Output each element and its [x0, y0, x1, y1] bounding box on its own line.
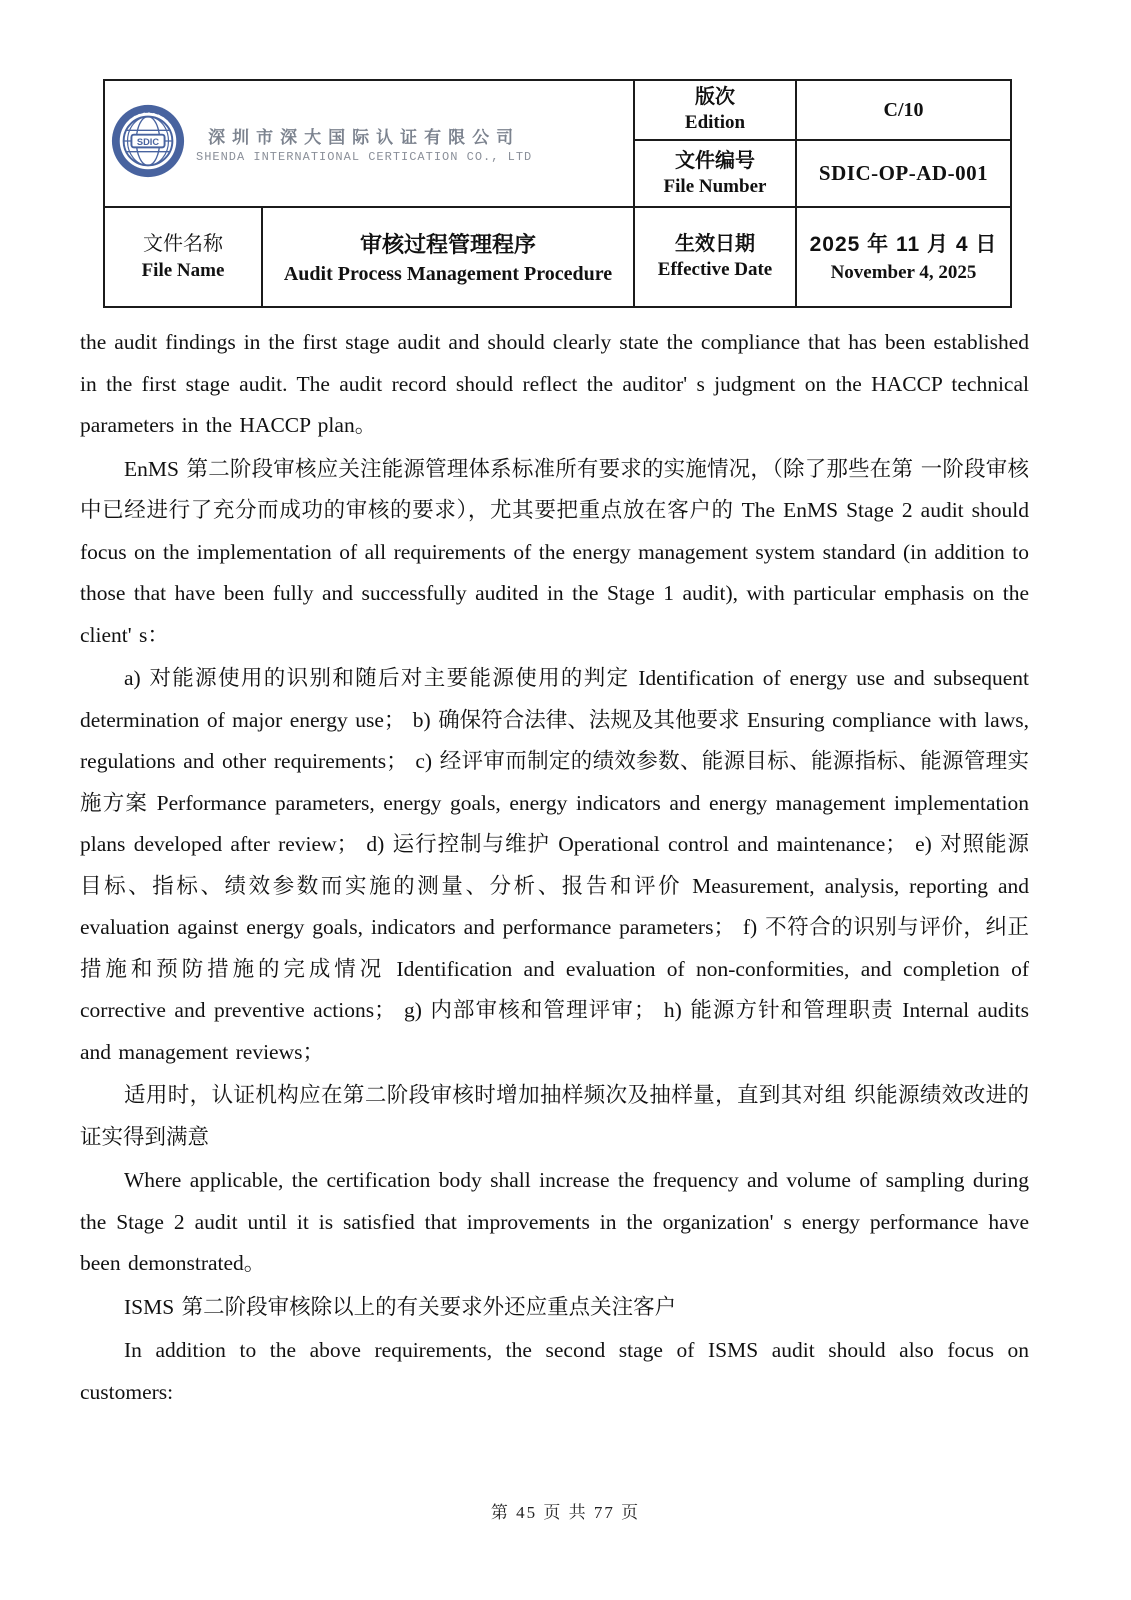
file-number-label-cn: 文件编号	[675, 149, 755, 172]
document-title-cell	[262, 207, 634, 307]
paragraph: the audit findings in the first stage audit and should clearly state the compliance that has been established in the first stage audit. The audit record should reflect the auditor' s judgment on the HACCP technical parameters in the HACCP plan。	[80, 330, 1029, 437]
svg-text:SDIC: SDIC	[136, 136, 160, 147]
paragraph: 适用时，认证机构应在第二阶段审核时增加抽样频次及抽样量，直到其对组 织能源绩效改进的证实得到满意	[80, 1083, 1029, 1149]
edition-label-en: Edition	[684, 112, 746, 134]
company-logo-icon	[109, 102, 187, 185]
company-name-cn: 深圳市深大国际认证有限公司	[208, 128, 521, 147]
file-number-label-cell	[634, 140, 796, 207]
document-header-table	[103, 79, 1012, 308]
paragraph: In addition to the above requirements, the second stage of ISMS audit should also focus on customers:	[80, 1338, 1029, 1404]
file-number-label-en: File Number	[663, 175, 767, 197]
file-name-label-cn: 文件名称	[143, 233, 223, 256]
company-logo-cell	[104, 80, 634, 207]
document-body	[0, 322, 1131, 1415]
file-number-value-cell	[796, 140, 1011, 207]
company-name-en: SHENDA INTERNATIONAL CERTICATION CO., LTD	[196, 150, 533, 164]
edition-value: C/10	[883, 98, 924, 121]
paragraph: a) 对能源使用的识别和随后对主要能源使用的判定 Identification of energy use and subsequent determination of major energy use； b) 确保符合法律、法规及其他要求 Ensuring compliance with laws, regulations and other requirements； c) 经评审而制定的绩效参数、能源目标、能源指标、能源管理实施方案 Performance parameters, energy goals, energy indicators and energy management implementation plans developed after review； d) 运行控制与维护 Operational control and maintenance； e) 对照能源目标、指标、绩效参数而实施的测量、分析、报告和评价 Measurement, analysis, reporting and evaluation against energy goals, indicators and performance parameters； f) 不符合的识别与评价，纠正措施和预防措施的完成情况 Identification and evaluation of non-conformities, and completion of corrective and preventive actions； g) 内部审核和管理评审； h) 能源方针和管理职责 Internal audits and management reviews；	[80, 666, 1029, 1064]
effective-date-en: November 4, 2025	[830, 261, 977, 283]
edition-label-cn: 版次	[695, 86, 735, 109]
page-number: 第 45 页 共 77 页	[490, 1503, 641, 1522]
file-number-value: SDIC-OP-AD-001	[818, 161, 989, 185]
document-title-en: Audit Process Management Procedure	[283, 262, 613, 285]
effective-date-value-cell	[796, 207, 1011, 307]
effective-date-label-cell	[634, 207, 796, 307]
edition-value-cell	[796, 80, 1011, 140]
paragraph: ISMS 第二阶段审核除以上的有关要求外还应重点关注客户	[124, 1294, 677, 1319]
paragraph: EnMS 第二阶段审核应关注能源管理体系标准所有要求的实施情况，（除了那些在第 一阶段审核中已经进行了充分而成功的审核的要求），尤其要把重点放在客户的 The EnMS Stage 2 audit should focus on the implementation of all requirements of the energy management system standard (in addition to those that have been fully and successfully audited in the Stage 1 audit), with particular emphasis on the client' s：	[80, 456, 1029, 647]
file-name-label-cell	[104, 207, 262, 307]
file-name-label-en: File Name	[141, 260, 225, 282]
effective-date-cn: 2025 年 11 月 4 日	[809, 233, 998, 257]
effective-date-label-en: Effective Date	[657, 259, 773, 281]
document-title-cn: 审核过程管理程序	[359, 231, 536, 257]
paragraph: Where applicable, the certification body shall increase the frequency and volume of sampling during the Stage 2 audit until it is satisfied that improvements in the organization' s energy performance have been demonstrated。	[80, 1168, 1029, 1275]
effective-date-label-cn: 生效日期	[675, 233, 755, 256]
edition-label-cell	[634, 80, 796, 140]
